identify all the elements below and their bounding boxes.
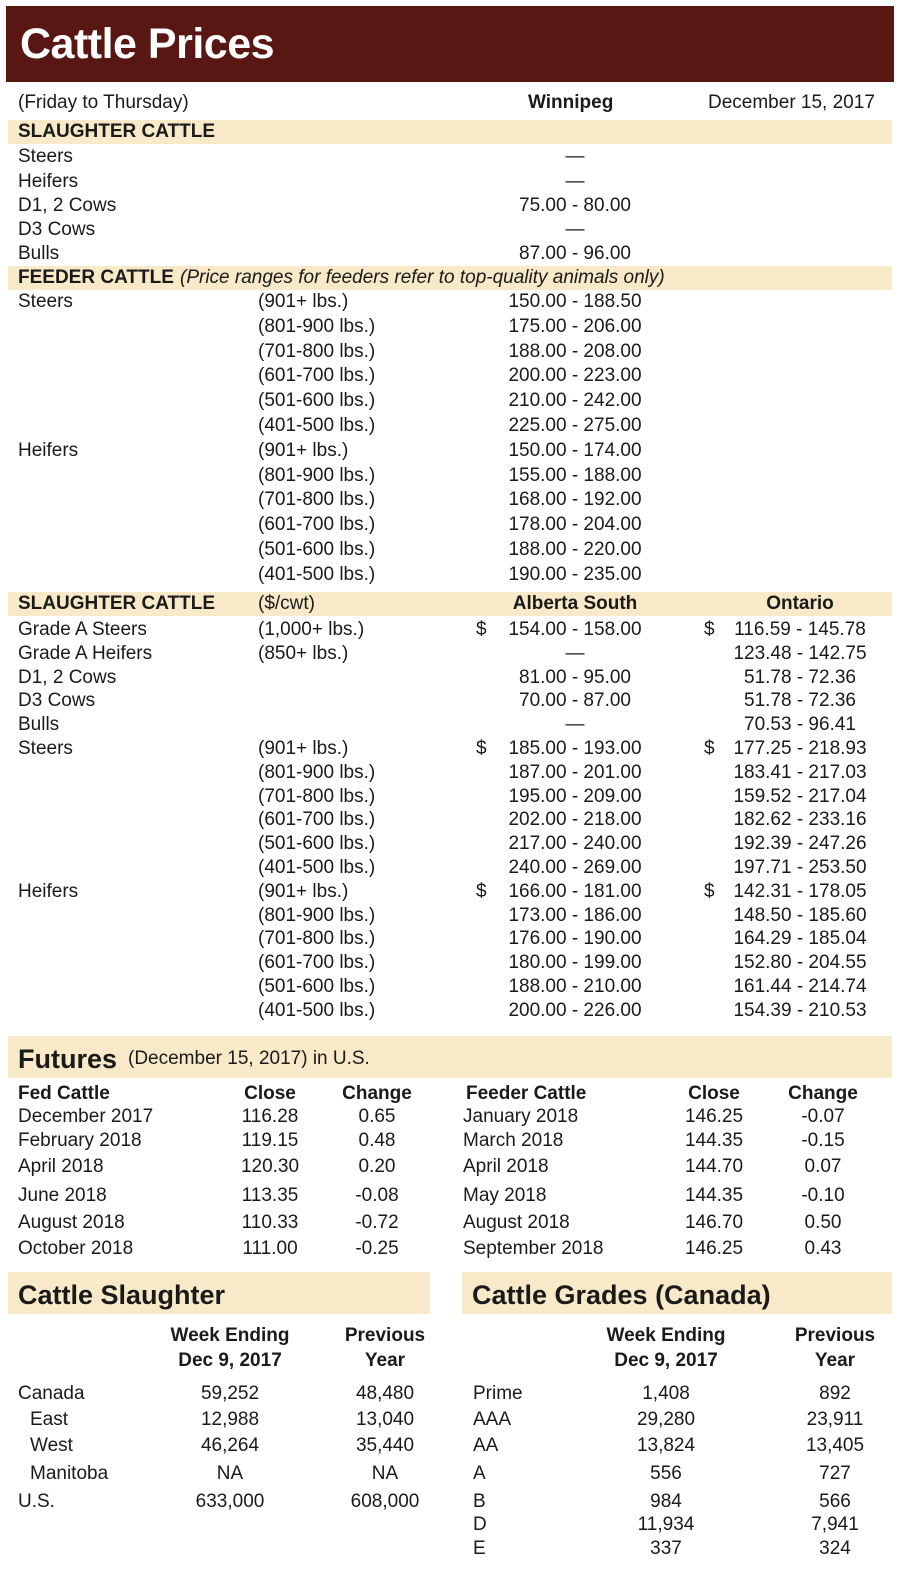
price-range: 225.00 - 275.00 bbox=[508, 415, 642, 436]
table-row bbox=[0, 389, 900, 413]
fed-month: August 2018 bbox=[18, 1212, 125, 1233]
weight-range: (501-600 lbs.) bbox=[258, 976, 376, 997]
weight-range: (501-600 lbs.) bbox=[258, 833, 376, 855]
table-row bbox=[0, 1490, 900, 1514]
table-row bbox=[0, 785, 900, 809]
table-row bbox=[0, 1408, 900, 1432]
weight-range: (701-800 lbs.) bbox=[258, 928, 376, 950]
table-row bbox=[0, 194, 900, 218]
feeder-close: 144.35 bbox=[684, 1130, 744, 1151]
table-row bbox=[0, 340, 900, 364]
table-row bbox=[0, 1382, 900, 1406]
location-label: Winnipeg bbox=[528, 92, 614, 113]
weight-range: (501-600 lbs.) bbox=[258, 539, 376, 560]
alberta-price: 202.00 - 218.00 bbox=[508, 809, 642, 831]
weight-range: (401-500 lbs.) bbox=[258, 857, 376, 878]
price-range: 150.00 - 174.00 bbox=[508, 439, 642, 461]
table-row bbox=[0, 414, 900, 438]
row-label: Steers bbox=[18, 738, 73, 759]
alberta-price: 166.00 - 181.00 bbox=[508, 880, 642, 902]
week-value: 556 bbox=[650, 1463, 682, 1484]
table-row bbox=[0, 761, 900, 785]
ontario-price: 159.52 - 217.04 bbox=[733, 785, 867, 807]
row-label: Prime bbox=[473, 1383, 523, 1404]
futures-subheading: (December 15, 2017) in U.S. bbox=[128, 1048, 370, 1069]
weight-range: (1,000+ lbs.) bbox=[258, 619, 365, 640]
price-range: 200.00 - 223.00 bbox=[508, 365, 642, 387]
feeder-month: March 2018 bbox=[463, 1130, 564, 1151]
weight-range: (601-700 lbs.) bbox=[258, 952, 376, 974]
table-row bbox=[0, 1105, 900, 1129]
table-row bbox=[0, 1184, 900, 1208]
weight-range: (850+ lbs.) bbox=[258, 642, 349, 664]
ontario-price: 152.80 - 204.55 bbox=[733, 952, 867, 974]
feeder-change: -0.10 bbox=[801, 1185, 845, 1206]
slaughter-heading: Cattle Slaughter bbox=[18, 1280, 226, 1310]
dollar-sign: $ bbox=[704, 619, 715, 640]
alberta-price: 200.00 - 226.00 bbox=[508, 999, 642, 1021]
ontario-price: 70.53 - 96.41 bbox=[744, 714, 856, 736]
table-row bbox=[0, 951, 900, 975]
table-row bbox=[0, 904, 900, 928]
alberta-price: 188.00 - 210.00 bbox=[508, 976, 642, 997]
feeder-close: 146.25 bbox=[684, 1106, 744, 1127]
grades-heading-row bbox=[0, 1279, 900, 1311]
alberta-price: 240.00 - 269.00 bbox=[508, 857, 642, 878]
fed-change: -0.25 bbox=[355, 1238, 399, 1259]
table-row bbox=[0, 538, 900, 562]
table-row bbox=[0, 145, 900, 169]
table-row bbox=[0, 488, 900, 512]
col-alberta: Alberta South bbox=[512, 593, 638, 614]
prev-value: 892 bbox=[819, 1383, 851, 1404]
price-range: 188.00 - 220.00 bbox=[508, 539, 642, 560]
row-label: Grade A Steers bbox=[18, 619, 147, 640]
price-range: 150.00 - 188.50 bbox=[508, 291, 642, 312]
fed-close: 120.30 bbox=[240, 1156, 300, 1177]
alberta-price: — bbox=[565, 714, 585, 736]
row-label: West bbox=[30, 1435, 73, 1456]
grades-col-headers-2: Dec 9, 2017 Year bbox=[614, 1350, 856, 1371]
table-row bbox=[0, 808, 900, 832]
futures-heading: Futures bbox=[18, 1044, 118, 1074]
alberta-price: 173.00 - 186.00 bbox=[508, 904, 642, 926]
row-label: D1, 2 Cows bbox=[18, 195, 117, 216]
alberta-price: 185.00 - 193.00 bbox=[508, 738, 642, 759]
table-row bbox=[0, 618, 900, 642]
fed-close: 111.00 bbox=[242, 1238, 298, 1259]
table-row bbox=[0, 242, 900, 266]
prev-value: 324 bbox=[819, 1538, 851, 1559]
row-label: D3 Cows bbox=[18, 690, 96, 712]
alberta-price: 81.00 - 95.00 bbox=[519, 666, 631, 688]
weight-range: (601-700 lbs.) bbox=[258, 809, 376, 831]
prev-value: 23,911 bbox=[806, 1409, 864, 1430]
ontario-price: 197.71 - 253.50 bbox=[733, 857, 867, 878]
row-label: U.S. bbox=[18, 1491, 55, 1512]
week-value: 633,000 bbox=[195, 1491, 265, 1512]
table-row bbox=[0, 1462, 900, 1486]
ontario-price: 192.39 - 247.26 bbox=[733, 833, 867, 855]
ontario-price: 116.59 - 145.78 bbox=[734, 619, 866, 640]
fed-close: 113.35 bbox=[241, 1185, 299, 1206]
feeder-month: January 2018 bbox=[463, 1106, 579, 1127]
table-row bbox=[0, 1513, 900, 1537]
futures-heading-row bbox=[0, 1043, 900, 1075]
week-value: 46,264 bbox=[200, 1435, 260, 1456]
price-range: 175.00 - 206.00 bbox=[508, 315, 642, 337]
table-row bbox=[0, 832, 900, 856]
row-label: Bulls bbox=[18, 243, 60, 264]
ontario-price: 164.29 - 185.04 bbox=[733, 928, 867, 950]
table-row bbox=[0, 170, 900, 194]
row-label: Heifers bbox=[18, 880, 79, 902]
fed-month: October 2018 bbox=[18, 1238, 134, 1259]
price-range: 168.00 - 192.00 bbox=[508, 489, 642, 511]
weight-range: (801-900 lbs.) bbox=[258, 315, 376, 337]
table-row bbox=[0, 642, 900, 666]
ontario-price: 154.39 - 210.53 bbox=[733, 999, 867, 1021]
week-value: 337 bbox=[650, 1538, 682, 1559]
table-row bbox=[0, 218, 900, 242]
prev-value: 7,941 bbox=[811, 1514, 859, 1535]
table-row bbox=[0, 364, 900, 388]
price-range: 190.00 - 235.00 bbox=[508, 563, 642, 585]
fed-month: February 2018 bbox=[18, 1130, 142, 1151]
unit-label: ($/cwt) bbox=[258, 593, 315, 614]
fed-change: -0.08 bbox=[355, 1185, 399, 1206]
fed-change: 0.48 bbox=[358, 1130, 396, 1151]
fed-close: 119.15 bbox=[241, 1130, 299, 1151]
price-range: 155.00 - 188.00 bbox=[508, 464, 642, 486]
table-row bbox=[0, 689, 900, 713]
week-value: 1,408 bbox=[642, 1383, 690, 1404]
period-label: (Friday to Thursday) bbox=[18, 92, 189, 113]
prev-value: 566 bbox=[819, 1491, 851, 1512]
fed-month: June 2018 bbox=[18, 1185, 107, 1206]
week-value: 11,934 bbox=[637, 1514, 695, 1535]
ontario-price: 148.50 - 185.60 bbox=[733, 904, 867, 926]
dollar-sign: $ bbox=[704, 880, 715, 902]
row-label: Heifers bbox=[18, 171, 79, 192]
table-row bbox=[0, 856, 900, 880]
weight-range: (901+ lbs.) bbox=[258, 738, 349, 759]
weight-range: (801-900 lbs.) bbox=[258, 904, 376, 926]
week-value: 59,252 bbox=[200, 1383, 260, 1404]
table-row bbox=[0, 999, 900, 1023]
table-row bbox=[0, 1155, 900, 1179]
row-label: Steers bbox=[18, 146, 73, 167]
prev-value: 48,480 bbox=[355, 1383, 415, 1404]
week-value: NA bbox=[216, 1463, 244, 1484]
table-row bbox=[0, 713, 900, 737]
slaughter-col-headers-2: Dec 9, 2017 Year bbox=[178, 1350, 406, 1371]
week-value: 29,280 bbox=[636, 1409, 696, 1430]
prev-value: 727 bbox=[819, 1463, 851, 1484]
fed-close: 110.33 bbox=[241, 1212, 299, 1233]
fed-change: -0.72 bbox=[355, 1212, 399, 1233]
alberta-price: 217.00 - 240.00 bbox=[508, 833, 642, 855]
row-label: Grade A Heifers bbox=[18, 642, 153, 664]
ontario-price: 123.48 - 142.75 bbox=[733, 642, 867, 664]
page-title: Cattle Prices bbox=[20, 20, 275, 68]
table-row bbox=[0, 1537, 900, 1561]
alberta-price: 195.00 - 209.00 bbox=[508, 785, 642, 807]
table-row bbox=[0, 1237, 900, 1261]
price-range: 188.00 - 208.00 bbox=[508, 340, 642, 362]
row-label: Heifers bbox=[18, 439, 79, 461]
feeder-month: September 2018 bbox=[463, 1238, 604, 1259]
row-label: Canada bbox=[18, 1383, 85, 1404]
table-row bbox=[0, 880, 900, 904]
row-label: Manitoba bbox=[30, 1463, 109, 1484]
row-label: AA bbox=[473, 1435, 499, 1456]
table-row bbox=[0, 927, 900, 951]
provincial-heading: SLAUGHTER CATTLE ($/cwt) Alberta South Ontario bbox=[0, 592, 900, 616]
alberta-price: 187.00 - 201.00 bbox=[508, 761, 642, 783]
weight-range: (701-800 lbs.) bbox=[258, 340, 376, 362]
price-range: — bbox=[565, 146, 585, 167]
weight-range: (901+ lbs.) bbox=[258, 880, 349, 902]
weight-range: (601-700 lbs.) bbox=[258, 365, 376, 387]
weight-range: (401-500 lbs.) bbox=[258, 999, 376, 1021]
weight-range: (701-800 lbs.) bbox=[258, 489, 376, 511]
feeder-month: August 2018 bbox=[463, 1212, 570, 1233]
table-row bbox=[0, 315, 900, 339]
row-label: Steers bbox=[18, 291, 73, 312]
alberta-price: 154.00 - 158.00 bbox=[508, 619, 642, 640]
slaughter-col-headers-1: Week Ending Previous bbox=[170, 1325, 426, 1346]
table-row bbox=[0, 563, 900, 587]
table-row bbox=[0, 439, 900, 463]
prev-value: 608,000 bbox=[350, 1491, 420, 1512]
week-value: 984 bbox=[650, 1491, 682, 1512]
row-label: B bbox=[473, 1491, 486, 1512]
feeder-close: 144.70 bbox=[684, 1156, 744, 1177]
grades-heading: Cattle Grades (Canada) bbox=[472, 1280, 771, 1310]
alberta-price: 70.00 - 87.00 bbox=[519, 690, 631, 712]
dollar-sign: $ bbox=[476, 619, 487, 640]
feeder-change: 0.43 bbox=[804, 1238, 842, 1259]
price-range: 75.00 - 80.00 bbox=[519, 195, 631, 216]
row-label: D bbox=[473, 1514, 487, 1535]
weight-range: (901+ lbs.) bbox=[258, 439, 349, 461]
prev-value: 13,405 bbox=[805, 1435, 865, 1456]
feeder-close: 146.70 bbox=[684, 1212, 744, 1233]
header-row bbox=[0, 91, 900, 115]
alberta-price: 180.00 - 199.00 bbox=[508, 952, 642, 974]
feeder-change: 0.07 bbox=[804, 1156, 842, 1177]
table-row bbox=[0, 464, 900, 488]
table-row bbox=[0, 737, 900, 761]
feeder-close: 144.35 bbox=[684, 1185, 744, 1206]
winnipeg-slaughter-heading: SLAUGHTER CATTLE bbox=[18, 121, 216, 142]
row-label: Bulls bbox=[18, 714, 60, 736]
fed-month: December 2017 bbox=[18, 1106, 154, 1127]
table-row bbox=[0, 290, 900, 314]
alberta-price: — bbox=[565, 642, 585, 664]
price-range: 178.00 - 204.00 bbox=[508, 514, 642, 536]
weight-range: (601-700 lbs.) bbox=[258, 514, 376, 536]
price-range: — bbox=[565, 219, 585, 240]
weight-range: (501-600 lbs.) bbox=[258, 390, 376, 412]
feeder-change: -0.07 bbox=[801, 1106, 845, 1127]
ontario-price: 51.78 - 72.36 bbox=[744, 690, 856, 712]
dollar-sign: $ bbox=[476, 738, 487, 759]
fed-month: April 2018 bbox=[18, 1156, 104, 1177]
price-range: 210.00 - 242.00 bbox=[508, 390, 642, 412]
fed-change: 0.65 bbox=[358, 1106, 396, 1127]
price-range: 87.00 - 96.00 bbox=[519, 243, 631, 264]
dollar-sign: $ bbox=[704, 738, 715, 759]
ontario-price: 51.78 - 72.36 bbox=[744, 666, 856, 688]
col-ontario: Ontario bbox=[766, 593, 834, 614]
ontario-price: 183.41 - 217.03 bbox=[733, 761, 867, 783]
feeder-month: May 2018 bbox=[463, 1185, 547, 1206]
weight-range: (901+ lbs.) bbox=[258, 291, 349, 312]
fed-change: 0.20 bbox=[358, 1156, 396, 1177]
feeder-note: (Price ranges for feeders refer to top-quality animals only) bbox=[180, 267, 665, 288]
table-row bbox=[0, 975, 900, 999]
feeder-close: 146.25 bbox=[684, 1238, 744, 1259]
table-row bbox=[0, 513, 900, 537]
feeder-change: -0.15 bbox=[801, 1130, 845, 1151]
price-range: — bbox=[565, 171, 585, 192]
futures-col-headers: Fed Cattle Close Change Feeder Cattle Close Change bbox=[18, 1083, 858, 1104]
weight-range: (401-500 lbs.) bbox=[258, 415, 376, 436]
feeder-change: 0.50 bbox=[804, 1212, 842, 1233]
dollar-sign: $ bbox=[476, 880, 487, 902]
table-row bbox=[0, 1434, 900, 1458]
winnipeg-feeder-heading: FEEDER CATTLE (Price ranges for feeders refer to top-quality animals only) bbox=[18, 267, 665, 288]
weight-range: (701-800 lbs.) bbox=[258, 785, 376, 807]
prev-value: 13,040 bbox=[355, 1409, 415, 1430]
fed-close: 116.28 bbox=[241, 1106, 299, 1127]
title-bar bbox=[6, 6, 894, 82]
prev-value: 35,440 bbox=[355, 1435, 415, 1456]
table-row bbox=[0, 1129, 900, 1153]
row-label: A bbox=[473, 1463, 486, 1484]
row-label: East bbox=[30, 1409, 69, 1430]
week-value: 13,824 bbox=[636, 1435, 696, 1456]
row-label: AAA bbox=[473, 1409, 512, 1430]
weight-range: (401-500 lbs.) bbox=[258, 563, 376, 585]
grades-col-headers-1: Week Ending Previous bbox=[606, 1325, 876, 1346]
table-row bbox=[0, 1211, 900, 1235]
weight-range: (801-900 lbs.) bbox=[258, 464, 376, 486]
row-label: D3 Cows bbox=[18, 219, 96, 240]
ontario-price: 177.25 - 218.93 bbox=[733, 738, 867, 759]
week-value: 12,988 bbox=[200, 1409, 260, 1430]
ontario-price: 182.62 - 233.16 bbox=[733, 809, 867, 831]
alberta-price: 176.00 - 190.00 bbox=[508, 928, 642, 950]
weight-range: (801-900 lbs.) bbox=[258, 761, 376, 783]
feeder-month: April 2018 bbox=[463, 1156, 549, 1177]
ontario-price: 161.44 - 214.74 bbox=[733, 976, 867, 997]
row-label: E bbox=[473, 1538, 486, 1559]
row-label: D1, 2 Cows bbox=[18, 666, 117, 688]
ontario-price: 142.31 - 178.05 bbox=[733, 880, 867, 902]
table-row bbox=[0, 666, 900, 690]
prev-value: NA bbox=[371, 1463, 399, 1484]
report-date: December 15, 2017 bbox=[708, 92, 875, 113]
